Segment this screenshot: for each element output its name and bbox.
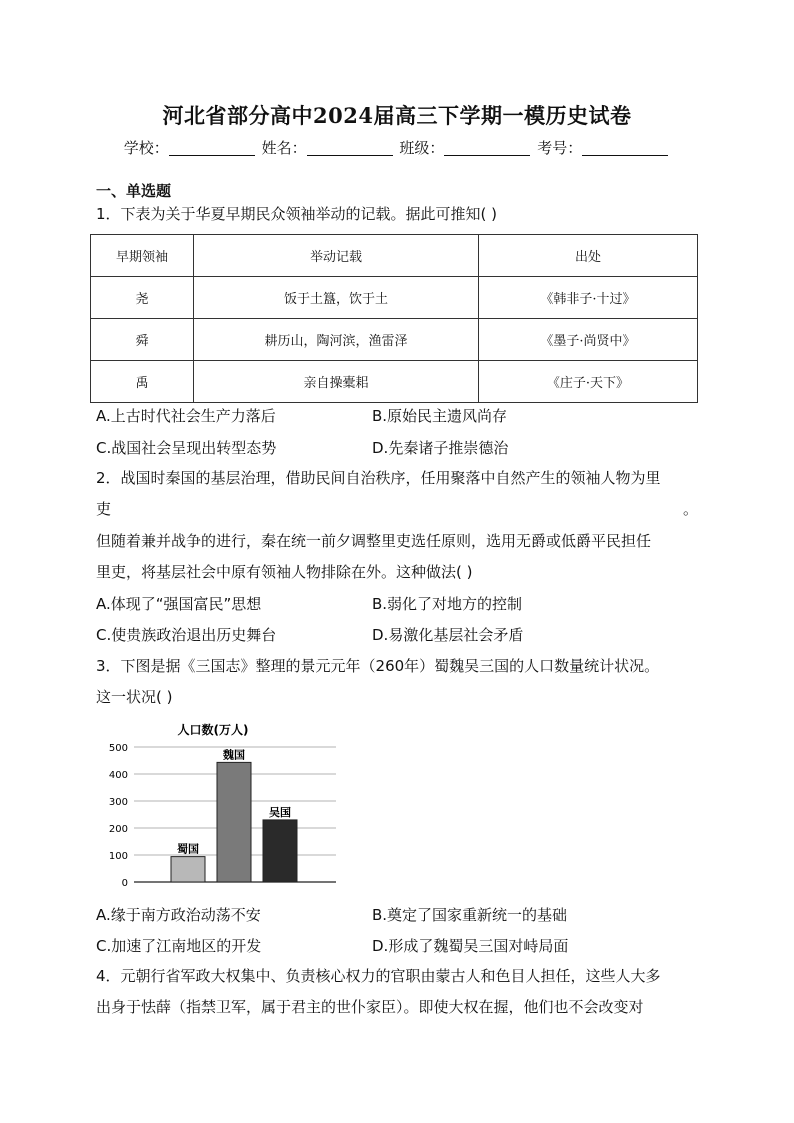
y-tick-label: 500 (108, 743, 128, 754)
q1-option-a[interactable]: A.上古时代社会生产力落后 (96, 407, 276, 425)
table-cell: 《墨子·尚贤中》 (479, 319, 698, 361)
y-tick-label: 400 (108, 770, 128, 781)
table-cell: 耕历山，陶河滨，渔雷泽 (194, 319, 479, 361)
population-bar-chart (96, 716, 356, 892)
bar-category-label: 魏国 (223, 748, 245, 762)
table-cell: 《韩非子·十过》 (479, 277, 698, 319)
q2-line: 2．战国时秦国的基层治理，借助民间自治秩序，任用聚落中自然产生的领袖人物为里 (96, 469, 661, 487)
chart-y-ticks (109, 743, 128, 889)
class-label: 班级： (399, 139, 445, 157)
y-tick-label: 0 (121, 878, 128, 889)
bar (217, 762, 251, 882)
q2-line: 但随着兼并战争的进行，秦在统一前夕调整里吏选任原则，选用无爵或低爵平民担任 (96, 532, 652, 550)
name-blank[interactable] (307, 141, 393, 156)
q4-line: 4．元朝行省军政大权集中、负责核心权力的官职由蒙古人和色目人担任，这些人大多 (96, 967, 661, 985)
q4-line: 出身于怯薛（指禁卫军，属于君主的世仆家臣）。即使大权在握，他们也不会改变对 (96, 998, 644, 1016)
q3-option-b[interactable]: B.奠定了国家重新统一的基础 (372, 906, 568, 924)
q3-line: 3．下图是据《三国志》整理的景元元年（260年）蜀魏吴三国的人口数量统计状况。 (96, 657, 660, 675)
q1-option-b[interactable]: B.原始民主遗风尚存 (372, 407, 508, 425)
table-cell: 禹 (91, 361, 194, 403)
class-blank[interactable] (444, 141, 530, 156)
q2-option-a[interactable]: A.体现了“强国富民”思想 (96, 595, 262, 613)
table-cell: 亲自操橐耜 (194, 361, 479, 403)
q1-option-c[interactable]: C.战国社会呈现出转型态势 (96, 439, 277, 457)
q3-option-d[interactable]: D.形成了魏蜀吴三国对峙局面 (372, 937, 569, 955)
q2-option-c[interactable]: C.使贵族政治退出历史舞台 (96, 626, 277, 644)
q1-stem: 1．下表为关于华夏早期民众领袖举动的记载。据此可推知( ) (96, 205, 498, 223)
table-cell: 饭于土簋，饮于土 (194, 277, 479, 319)
bar (263, 820, 297, 882)
q1-option-d[interactable]: D.先秦诸子推崇德治 (372, 439, 509, 457)
q2-line: 。 (683, 500, 699, 518)
table-header-cell: 早期领袖 (91, 235, 194, 277)
table-row (91, 277, 698, 319)
bar-category-label: 蜀国 (177, 842, 199, 856)
table-header-cell: 举动记载 (194, 235, 479, 277)
q2-line: 里吏，将基层社会中原有领袖人物排除在外。这种做法( ) (96, 563, 473, 581)
y-tick-label: 200 (108, 824, 128, 835)
chart-bars (171, 762, 297, 882)
student-info-line (0, 137, 794, 158)
table-row (91, 361, 698, 403)
chart-title: 人口数(万人) (177, 723, 249, 737)
bar (171, 857, 205, 882)
y-tick-label: 100 (108, 851, 128, 862)
table-cell: 尧 (91, 277, 194, 319)
name-label: 姓名： (261, 139, 307, 157)
number-blank[interactable] (582, 141, 668, 156)
table-cell: 《庄子·天下》 (479, 361, 698, 403)
school-label: 学校： (123, 139, 169, 157)
table-row (91, 319, 698, 361)
q2-option-d[interactable]: D.易激化基层社会矛盾 (372, 626, 524, 644)
q2-line: 吏 (96, 500, 112, 518)
exam-title: 河北省部分高中2024届高三下学期一模历史试卷 (162, 103, 632, 128)
table-header-cell: 出处 (479, 235, 698, 277)
table-cell: 舜 (91, 319, 194, 361)
number-label: 考号： (537, 139, 583, 157)
bar-category-label: 吴国 (269, 805, 291, 819)
q2-option-b[interactable]: B.弱化了对地方的控制 (372, 595, 523, 613)
table-header-row (91, 235, 698, 277)
school-blank[interactable] (169, 141, 255, 156)
q3-line: 这一状况( ) (96, 688, 173, 706)
q3-option-c[interactable]: C.加速了江南地区的开发 (96, 937, 262, 955)
y-tick-label: 300 (108, 797, 128, 808)
records-table (90, 234, 698, 403)
q3-option-a[interactable]: A.缘于南方政治动荡不安 (96, 906, 261, 924)
section-heading: 一、单选题 (96, 182, 172, 200)
